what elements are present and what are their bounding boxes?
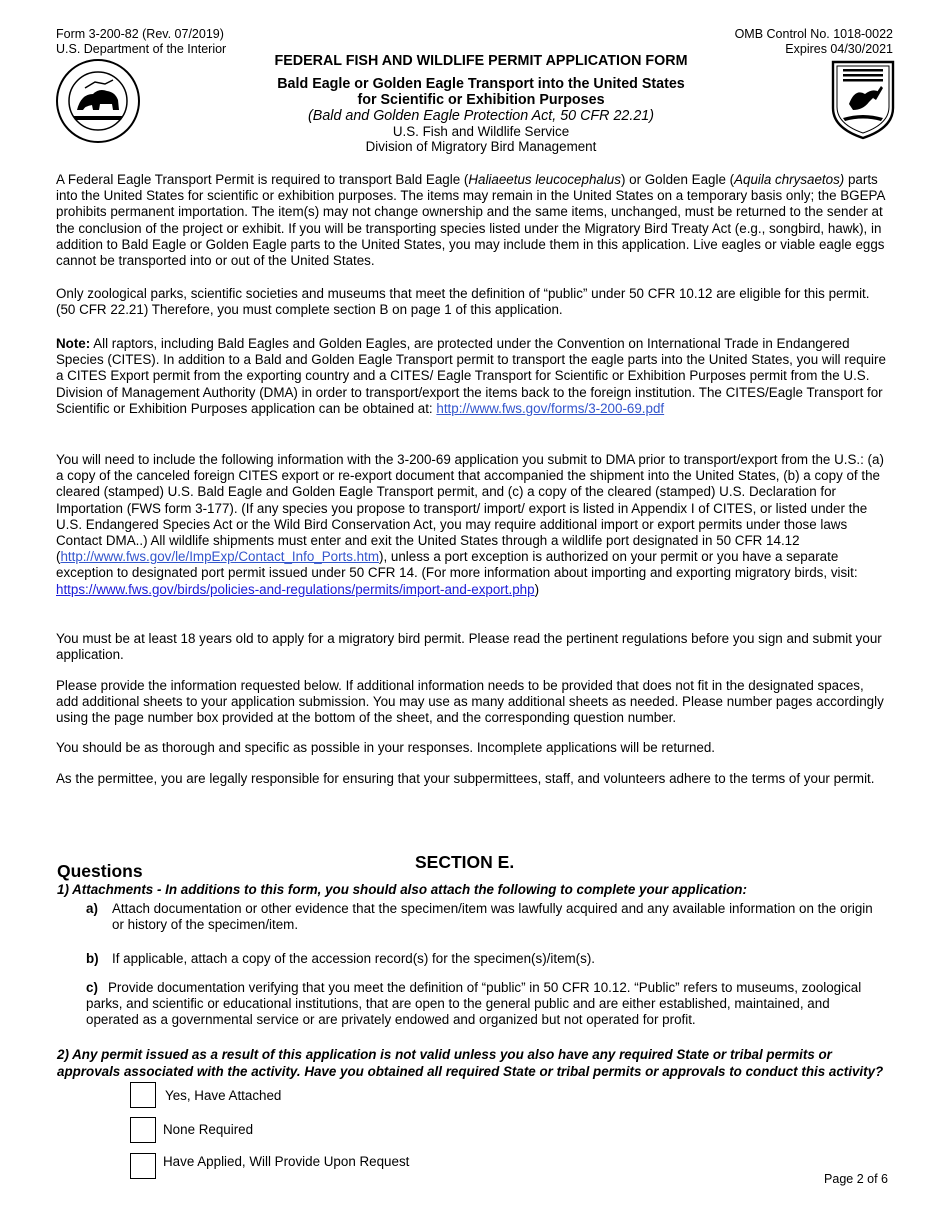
question-1-item-a	[86, 901, 886, 933]
item-text: Attach documentation or other evidence that the specimen/item was lawfully acquired and any available information on the origin or history of the specimen/item.	[112, 901, 873, 933]
ports-info-link[interactable]: http://www.fws.gov/le/ImpExp/Contact_Info_Ports.htm	[60, 549, 380, 565]
form-number: Form 3-200-82 (Rev. 07/2019)	[56, 27, 224, 41]
item-label: b)	[86, 951, 99, 966]
form-id-block	[56, 27, 226, 56]
page-number: Page 2 of 6	[824, 1172, 888, 1186]
section-title: SECTION E.	[415, 852, 515, 872]
checkbox-applied-will-provide[interactable]	[130, 1153, 156, 1179]
question-1-item-c	[86, 980, 886, 1029]
omb-control-number: OMB Control No. 1018-0022	[734, 27, 893, 41]
item-text: If applicable, attach a copy of the accession record(s) for the specimen(s)/item(s).	[112, 951, 596, 966]
responsibility-paragraph: As the permittee, you are legally responsible for ensuring that your subpermittees, staff, and volunteers adhere to the terms of your permit.	[56, 771, 875, 786]
checkbox-none-required-label: None Required	[163, 1122, 254, 1137]
intro-paragraph-2: Only zoological parks, scientific societies and museums that meet the definition of “public” under 50 CFR 10.12 are eligible for this permit. (50 CFR 22.21) Therefore, you must complete section B on page 1 of this application.	[56, 286, 870, 318]
checkbox-applied-will-provide-label: Have Applied, Will Provide Upon Request	[163, 1154, 410, 1169]
question-1-item-b	[86, 951, 886, 967]
governing-act: (Bald and Golden Eagle Protection Act, 50 CFR 22.21)	[308, 108, 654, 124]
expiration-date: Expires 04/30/2021	[785, 41, 893, 56]
interior-seal-logo	[55, 58, 141, 144]
fws-shield-logo	[829, 58, 897, 140]
cites-note-paragraph: Note: All raptors, including Bald Eagles and Golden Eagles, are protected under the Convention on International Trade in Endangered Species (CITES). In addition to a Bald and Golden Eagle Transport permit to transport the eagle parts into the United States, you will require a CITES Export permit from the exporting country and a CITES/ Eagle Transport for Scientific or Exhibition Purposes permit from the U.S. Division of Management Authority (DMA) in order to transport/export the items back to the foreign institution. The CITES/Eagle Transport for Scientific or Exhibition Purposes application can be obtained at: http://www.fws.gov/forms/3-200-69.pdf	[56, 336, 886, 416]
omb-block	[735, 27, 893, 56]
intro-paragraph-1: A Federal Eagle Transport Permit is required to transport Bald Eagle (Haliaeetus leucocephalus) or Golden Eagle (Aquila chrysaetos) parts into the United States for scientific or exhibition purposes. The items may remain in the United States on a temporary basis only; the BGEPA prohibits permanent importation. The item(s) may not change ownership and the same items, unchanged, must be returned to the sender at the conclusion of the project or exhibit. If you will be transporting species listed under the Migratory Bird Treaty Act (e.g., songbird, hawk), in addition to Bald Eagle or Golden Eagle parts to the United States, you may include them in this application. Live eagles or viable eagle eggs cannot be transported into or out of the United States.	[56, 172, 885, 269]
form-subtitle-line-2: for Scientific or Exhibition Purposes	[357, 92, 605, 108]
cites-form-link[interactable]: http://www.fws.gov/forms/3-200-69.pdf	[436, 400, 665, 416]
note-label: Note:	[56, 336, 91, 351]
checkbox-yes-attached-label: Yes, Have Attached	[165, 1088, 282, 1103]
form-title: FEDERAL FISH AND WILDLIFE PERMIT APPLICATION FORM	[274, 53, 688, 69]
form-subtitle-line-1: Bald Eagle or Golden Eagle Transport into the United States	[277, 76, 685, 92]
item-label: a)	[86, 901, 98, 916]
import-export-link[interactable]: https://www.fws.gov/birds/policies-and-regulations/permits/import-and-export.php	[56, 581, 535, 597]
question-2: 2) Any permit issued as a result of this application is not valid unless you also have any required State or tribal permits or approvals associated with the activity. Have you obtained all required State or tribal permits or approvals to conduct this activity?	[57, 1047, 884, 1079]
checkbox-none-required[interactable]	[130, 1117, 156, 1143]
item-text: Provide documentation verifying that you meet the definition of “public” in 50 CFR 10.12. “Public” refers to museums, zoological parks, and scientific or educational institutions, that are open to the general public and are either established, maintained, and operated as a governmental service or are privately endowed and organized but not operated for profit.	[86, 980, 862, 1028]
thoroughness-paragraph: You should be as thorough and specific as possible in your responses. Incomplete applications will be returned.	[56, 740, 716, 755]
division-name: Division of Migratory Bird Management	[365, 139, 597, 154]
department-name: U.S. Department of the Interior	[56, 41, 227, 56]
item-label: c)	[86, 980, 98, 995]
additional-info-paragraph: Please provide the information requested below. If additional information needs to be provided that does not fit in the designated spaces, add additional sheets to your application submission. You may use as many additional sheets as needed. Please number pages accordingly using the page number box provided at the bottom of the sheet, and the corresponding question number.	[56, 678, 884, 726]
agency-name: U.S. Fish and Wildlife Service	[392, 124, 570, 139]
checkbox-yes-attached[interactable]	[130, 1082, 156, 1108]
export-requirements-paragraph: You will need to include the following information with the 3-200-69 application you submit to DMA prior to transport/export from the U.S.: (a) a copy of the canceled foreign CITES export or re-export document that accompanied the shipment into the United States, (b) a copy of the cleared (stamped) U.S. Bald Eagle and Golden Eagle Transport permit, and (c) a copy of the cleared (stamped) U.S. Declaration for Importation (FWS form 3-177). (If any species you propose to transport/ import/ export is listed in Appendix I of CITES, or listed under the U.S. Endangered Species Act or the Wild Bird Conservation Act, you may require additional import or export permits under those laws Contact DMA..) All wildlife shipments must enter and exit the United States through a wildlife port designated in 50 CFR 14.12 (http://www.fws.gov/le/ImpExp/Contact_Info_Ports.htm), unless a port exception is authorized on your permit or you have a separate exception to designated port permit issued under 50 CFR 14. (For more information about importing and exporting migratory birds, visit: https://www.fws.gov/birds/policies-and-regulations/permits/import-and-export.php)	[56, 452, 884, 597]
question-1: 1) Attachments - In additions to this form, you should also attach the following to complete your application:	[57, 882, 747, 897]
questions-heading: Questions	[57, 861, 143, 881]
age-requirement-paragraph: You must be at least 18 years old to apply for a migratory bird permit. Please read the pertinent regulations before you sign and submit your application.	[56, 631, 882, 663]
form-title-block	[240, 53, 722, 154]
